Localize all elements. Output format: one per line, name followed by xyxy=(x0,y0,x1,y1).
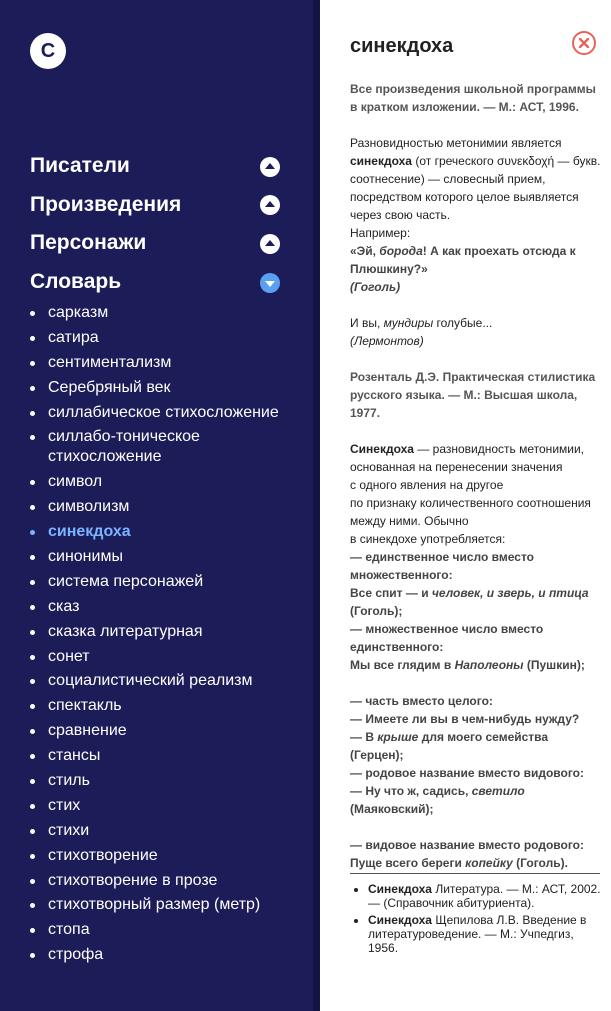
definition-paragraph xyxy=(350,440,602,674)
dictionary-item[interactable]: Серебряный век xyxy=(30,378,305,398)
example-author: (Гоголь); xyxy=(350,604,403,618)
dictionary-item[interactable]: стопа xyxy=(30,920,305,940)
quote-text: И вы, xyxy=(350,316,381,330)
dictionary-item[interactable]: система персонажей xyxy=(30,572,305,592)
dictionary-item[interactable]: сказ xyxy=(30,597,305,617)
quote-paragraph xyxy=(350,314,602,350)
chevron-up-icon[interactable] xyxy=(260,234,280,254)
dictionary-item[interactable]: социалистический реализм xyxy=(30,671,305,691)
quote-author: (Лермонтов) xyxy=(350,334,424,348)
example-italic: светило xyxy=(471,784,525,798)
logo-letter: С xyxy=(40,40,56,62)
dictionary-item-active[interactable]: синекдоха xyxy=(30,522,305,542)
term: Синекдоха xyxy=(368,882,432,896)
example-author: (Гоголь). xyxy=(516,856,568,870)
nav-section-label: Персонажи xyxy=(30,231,147,254)
text: (от греческого συνεκδοχή — букв. соотнесение) — словесный прием, посредством которого целое выявляется через свою часть. xyxy=(350,154,601,222)
quote-author: (Гоголь) xyxy=(350,280,401,294)
examples-paragraph xyxy=(350,836,602,872)
nav-section-label: Произведения xyxy=(30,193,182,216)
text: — разновидность метонимии, основанная на перенесении значения xyxy=(350,442,585,474)
example-heading: — часть вместо целого: xyxy=(350,694,493,708)
text: в синекдохе употребляется: xyxy=(350,532,506,546)
text: по признаку количественного соотношения между ними. Обычно xyxy=(350,496,591,528)
dictionary-item[interactable]: стиль xyxy=(30,771,305,791)
dictionary-list xyxy=(30,303,305,970)
example-italic: человек, и зверь, и птица xyxy=(431,586,589,600)
dictionary-item[interactable]: сентиментализм xyxy=(30,353,305,373)
dictionary-item[interactable]: синонимы xyxy=(30,547,305,567)
source-citation: Розенталь Д.Э. Практическая стилистика русского языка. — М.: Высшая школа, 1977. xyxy=(350,370,596,420)
nav-section-works[interactable] xyxy=(30,193,181,217)
term: синекдоха xyxy=(350,154,412,168)
example-author: (Маяковский); xyxy=(350,802,434,816)
example-text: Все спит — и xyxy=(350,586,429,600)
dictionary-item[interactable]: символ xyxy=(30,472,305,492)
example-italic: Наполеоны xyxy=(454,658,524,672)
dictionary-item[interactable]: строфа xyxy=(30,945,305,965)
quote-italic: борода xyxy=(379,244,423,258)
quote-text: ! А как проехать отсюда к Плюшкину?» xyxy=(350,244,576,276)
example-italic: крыше xyxy=(377,730,419,744)
quote-italic: мундиры xyxy=(383,316,434,330)
example-heading: — видовое название вместо родового: xyxy=(350,838,584,852)
dictionary-item[interactable]: стихотворный размер (метр) xyxy=(30,895,305,915)
chevron-up-icon[interactable] xyxy=(260,157,280,177)
nav-section-label: Писатели xyxy=(30,154,130,177)
reference-item xyxy=(368,882,602,910)
example-text: — Имеете ли вы в чем-нибудь нужду? xyxy=(350,712,580,726)
sidebar-edge xyxy=(313,0,320,1011)
logo[interactable] xyxy=(30,33,66,69)
references-list xyxy=(350,882,602,955)
text: Разновидностью метонимии является xyxy=(350,136,562,150)
example-heading: — родовое название вместо видового: xyxy=(350,766,584,780)
chevron-down-icon[interactable] xyxy=(260,273,280,293)
dictionary-item[interactable]: сонет xyxy=(30,647,305,667)
dictionary-item[interactable]: силлабо-тоническое стихосложение xyxy=(30,427,305,467)
nav-section-dictionary[interactable] xyxy=(30,270,121,294)
example-italic: копейку xyxy=(465,856,513,870)
dictionary-item[interactable]: сарказм xyxy=(30,303,305,323)
example-author: (Пушкин); xyxy=(526,658,585,672)
dictionary-item[interactable]: стихотворение xyxy=(30,846,305,866)
dictionary-item[interactable]: спектакль xyxy=(30,696,305,716)
example-text: — Ну что ж, садись, xyxy=(350,784,469,798)
dictionary-item[interactable]: символизм xyxy=(30,497,305,517)
example-author: (Герцен); xyxy=(350,748,404,762)
nav-section-label: Словарь xyxy=(30,270,122,293)
term: Синекдоха xyxy=(350,442,414,456)
reference-item xyxy=(368,913,602,955)
text: Например: xyxy=(350,226,411,240)
dictionary-item[interactable]: стих xyxy=(30,796,305,816)
nav-section-characters[interactable] xyxy=(30,231,146,255)
article-title: синекдоха xyxy=(350,35,454,57)
dictionary-item[interactable]: сатира xyxy=(30,328,305,348)
example-text: для моего семейства xyxy=(421,730,549,744)
example-heading: — единственное число вместо множественного: xyxy=(350,550,535,582)
examples-paragraph xyxy=(350,692,602,818)
dictionary-item[interactable]: стихи xyxy=(30,821,305,841)
source-citation: Все произведения школьной программы в кратком изложении. — М.: АСТ, 1996. xyxy=(350,82,596,114)
example-text: Пуще всего береги xyxy=(350,856,462,870)
chevron-up-icon[interactable] xyxy=(260,195,280,215)
dictionary-item[interactable]: стихотворение в прозе xyxy=(30,871,305,891)
quote-text: «Эй, xyxy=(350,244,376,258)
dictionary-item[interactable]: силлабическое стихосложение xyxy=(30,403,305,423)
reference-text: Литература. — М.: АСТ, 2002. — (Справочник абитуриента). xyxy=(368,882,601,910)
text: с одного явления на другое xyxy=(350,478,504,492)
dictionary-item[interactable]: сказка литературная xyxy=(30,622,305,642)
term: Синекдоха xyxy=(368,913,432,927)
nav-section-writers[interactable] xyxy=(30,154,130,178)
article xyxy=(350,34,602,958)
example-text: — В xyxy=(350,730,374,744)
reference-text: Щепилова Л.В. Введение в литературоведение. — М.: Учпедгиз, 1956. xyxy=(368,913,587,955)
dictionary-item[interactable]: стансы xyxy=(30,746,305,766)
example-text: Мы все глядим в xyxy=(350,658,452,672)
definition-paragraph xyxy=(350,134,602,296)
example-heading: — множественное число вместо единственного: xyxy=(350,622,544,654)
quote-text: голубые... xyxy=(436,316,493,330)
divider xyxy=(350,873,600,874)
dictionary-item[interactable]: сравнение xyxy=(30,721,305,741)
